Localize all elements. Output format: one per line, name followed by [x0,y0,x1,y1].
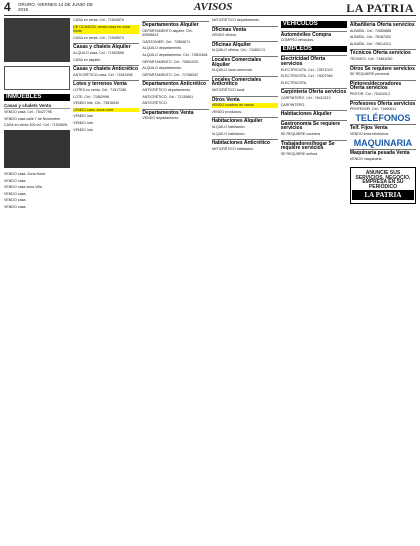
category-heading: Maquinaria pesada Venta [350,149,416,156]
ad-block [4,130,70,168]
classified-entry: ALBAÑIL. Cel.: 76614114 [349,41,391,46]
page-number: 4 [4,0,11,14]
classified-entry: VENDO casa. [4,204,27,209]
column-1 [4,18,70,544]
classified-entry: ELECTRICISTA. Cel.: 74007946 [280,74,333,79]
category-heading: Pintores/decoradores Oferta servicios [350,80,416,91]
classified-entry: ALQUILO habitación. [211,124,246,129]
section-heading: TELÉFONOS [355,112,411,123]
category-heading: Lotes y terrenos Venta [73,80,139,87]
header-rule [4,15,416,16]
classified-entry: LOTES en venta. Cel.: 71517288 [73,87,127,92]
category-heading: Profesores Oferta servicios [349,100,416,107]
highlighted-entry: VENDO cuadros de varios [212,103,278,108]
category-heading: Locales Comerciales Alquiler [212,56,278,67]
classified-entry: ANTICRÉTICO habitación. [211,146,255,151]
classified-entry: VENDO casa zona Villa [4,185,42,190]
classified-entry: PROFESOR. Cel.: 71660611 [349,107,397,112]
classified-entry: VENDO lote. Cel.: 73816540 [73,101,120,106]
classifieds-columns [4,18,416,544]
classified-entry: ANTICRÉTICO departamento. [211,18,261,22]
classified-entry: CARPINTERO. Cel.: 76412213 [280,95,331,100]
classified-entry: DEPARTAMENTO alquiler. Cel.: 69598813 [142,28,194,38]
category-heading: Gastronomía Se requiere servicios [281,120,347,131]
classified-entry: ELECTRICISTA. Cel.: 72871023 [280,67,333,72]
classified-entry: ALQUILO departamento. [142,66,183,71]
classified-entry: VENDO casa. [4,198,27,203]
classified-entry: ALQUILO local comercial. [211,68,253,73]
category-heading: Automóviles Compra [281,31,347,38]
classified-entry: VENDO departamento. [142,116,180,121]
promo-text: ANUNCIE SUS SERVICIOS, NEGOCIO, EMPRESA EN SU PERIÓDICO [355,170,411,191]
promo-brand: LA PATRIA [352,190,414,201]
ad-block [4,18,70,62]
ad-block [4,66,70,90]
newspaper-brand: LA PATRIA [346,1,414,15]
classified-entry: CARPINTERO. [280,102,306,107]
classified-entry: ALQUILO habitación. [211,131,246,136]
highlighted-entry: DE OCASIÓN, vendo casa en zona Norte [73,25,139,34]
category-heading: Albañilería Oferta servicios [349,22,415,28]
category-heading: Oficinas Venta [212,26,278,33]
classified-entry: ALQUILO casa. Cel.: 71552896 [73,50,124,55]
highlighted-entry: VENDO casa, zona norte [73,108,139,113]
category-heading: Departamentos Alquiler [142,21,208,28]
category-heading: Habitaciones Alquiler [212,117,278,124]
category-heading: Departamentos Venta [142,109,208,116]
classified-entry: ANTICRÉTICO. [142,101,168,106]
classified-entry: VENDO casa. Zona Norte [4,171,46,176]
classified-entry: ANTICRÉTICO casa. Cel.: 71843208 [73,72,133,77]
category-heading: Casas y chalets Anticrético [73,66,139,73]
classified-entry: ALBAÑIL. Cel.: 76187402 [349,35,392,40]
classified-entry: CASA en venta. Cel.: 71549074 [73,35,124,40]
category-heading: Casas y chalets Venta [4,104,70,110]
classified-entry: VENDO casa calle 7 de Noviembre [4,116,61,121]
classified-entry: DEPARTAMENTO. Cel.: 70561025 [142,59,199,64]
category-heading: Técnicos Oferta servicios [350,49,416,56]
section-title: AVISOS [194,1,233,13]
classified-entry: VENDO maquinaria. [349,156,383,161]
column-2 [73,18,139,544]
section-heading: VEHÍCULOS [281,21,347,28]
classified-entry: SE REQUIERE cocinera. [280,131,321,136]
column-6 [350,18,416,544]
category-heading: Departamentos Anticrético [142,80,208,87]
classified-entry: COMPRO vehículos. [280,38,315,43]
classified-entry: VENDO oficina. [211,33,237,38]
category-heading: Telf. Fijos Venta [350,124,416,131]
column-4 [212,18,278,544]
classified-entry: ALQUILO oficina. Cel.: 74380174 [211,48,265,53]
category-heading: Otros Se requiere servicios [349,65,415,72]
section-heading: EMPLEOS [281,46,347,53]
classified-entry: VENDO casa. Cel.: 75427796 [4,110,52,115]
classified-entry: LOTE. Cel.: 71862998 [73,94,109,99]
column-5 [281,18,347,544]
classified-entry: VENDO lote. [73,120,94,125]
classified-entry: GARZONIER. Cel.: 72854871 [142,39,191,44]
classified-entry: PINTOR. Cel.: 75424313 [349,91,390,96]
classified-entry: DEPARTAMENTO. Cel.: 71768342 [142,72,199,77]
classified-entry: VENDO casa. [4,178,27,183]
classified-entry: VENDO casa. [4,191,27,196]
promo-box [350,167,416,204]
section-heading: INMUEBLES [4,94,70,101]
category-heading: Casas y chalets Alquiler [73,43,139,50]
classified-entry: ALQUILO departamento. Cel.: 72802484 [142,52,208,57]
classified-entry: VENDO línea telefónica. [349,131,389,136]
classified-entry: ALBAÑIL. Cel.: 72855888 [349,28,392,33]
category-heading: Electricidad Oferta servicios [281,55,347,66]
column-3 [142,18,208,544]
category-heading: Locales Comerciales Anticrético [212,76,278,87]
classified-entry: CASA en venta. Cel.: 71844576 [73,18,124,22]
category-heading: Carpintería Oferta servicios [280,89,347,96]
classified-entry: TÉCNICO. Cel.: 71881050 [349,56,393,61]
classified-entry: CASA en alquiler. [73,57,102,62]
category-heading: Otros Venta [212,96,278,103]
classified-entry: CASA en venta 300 m2. Cel.: 71528891 [4,123,68,128]
category-heading: Habitaciones Alquiler [281,110,347,117]
classified-entry: ANTICRÉTICO local. [211,87,246,92]
classified-entry: SE REQUIERE señora. [280,151,319,156]
issue-date: ORURO, VIERNES 14 DE JUNIO DE 2019 [18,2,94,12]
classified-entry: ANTICRÉTICO. Cel.: 72135881 [142,94,194,99]
category-heading: Habitaciones Anticrético [212,139,278,146]
classified-entry: SE REQUIERE personal. [349,72,391,77]
classified-entry: VENDO lote. [73,114,94,119]
classified-entry: ALQUILO departamento. [142,46,183,51]
category-heading: Oficinas Alquiler [212,41,278,48]
classified-entry: ELECTRICISTA. [280,80,308,85]
classified-entry: VENDO lote. [73,127,94,132]
category-heading: Trabajadores/hogar Se requiere servicios [281,140,347,151]
classified-entry: VENDO productos. [211,109,243,114]
classified-entry: ANTICRÉTICO departamento. [142,87,191,92]
section-heading: MAQUINARIA [353,137,413,148]
